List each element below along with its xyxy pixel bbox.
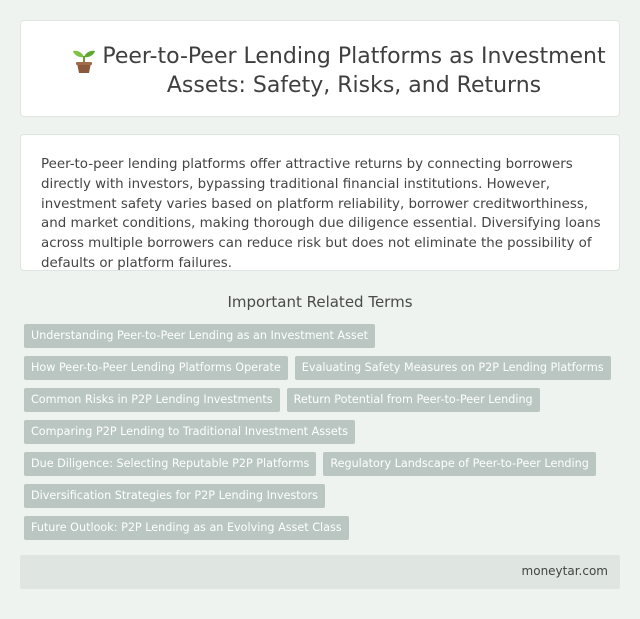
tag-row (24, 356, 620, 380)
page-title: Peer-to-Peer Lending Platforms as Investment Assets: Safety, Risks, and Returns (102, 44, 606, 98)
seedling-icon (71, 46, 97, 74)
tag-row (24, 452, 620, 476)
related-term-tag[interactable]: Understanding Peer-to-Peer Lending as an Investment Asset (24, 324, 375, 348)
related-terms-list (24, 324, 620, 548)
related-term-tag[interactable]: Diversification Strategies for P2P Lending Investors (24, 484, 325, 508)
description-card (20, 134, 620, 271)
related-term-tag[interactable]: Due Diligence: Selecting Reputable P2P Platforms (24, 452, 316, 476)
footer (20, 555, 620, 589)
tag-row (24, 324, 620, 348)
related-term-tag[interactable]: Regulatory Landscape of Peer-to-Peer Lending (323, 452, 596, 476)
related-terms-heading: Important Related Terms (227, 293, 413, 311)
related-term-tag[interactable]: How Peer-to-Peer Lending Platforms Operate (24, 356, 288, 380)
tag-row (24, 484, 620, 508)
tag-row (24, 516, 620, 540)
title-wrap (71, 42, 611, 100)
related-term-tag[interactable]: Evaluating Safety Measures on P2P Lending Platforms (295, 356, 611, 380)
tag-row (24, 388, 620, 412)
related-term-tag[interactable]: Future Outlook: P2P Lending as an Evolving Asset Class (24, 516, 349, 540)
footer-site-link[interactable]: moneytar.com (521, 564, 608, 578)
related-term-tag[interactable]: Comparing P2P Lending to Traditional Investment Assets (24, 420, 355, 444)
related-term-tag[interactable]: Return Potential from Peer-to-Peer Lending (287, 388, 540, 412)
description-text: Peer-to-peer lending platforms offer attractive returns by connecting borrowers directly with investors, bypassing traditional financial institutions. However, investment safety varies based on platform reliability, borrower creditworthiness, and market conditions, making thorough due diligence essential. Diversifying loans across multiple borrowers can reduce risk but does not eliminate the possibility of defaults or platform failures. (41, 157, 601, 271)
tag-row (24, 420, 620, 444)
title-card (20, 20, 620, 117)
related-term-tag[interactable]: Common Risks in P2P Lending Investments (24, 388, 280, 412)
